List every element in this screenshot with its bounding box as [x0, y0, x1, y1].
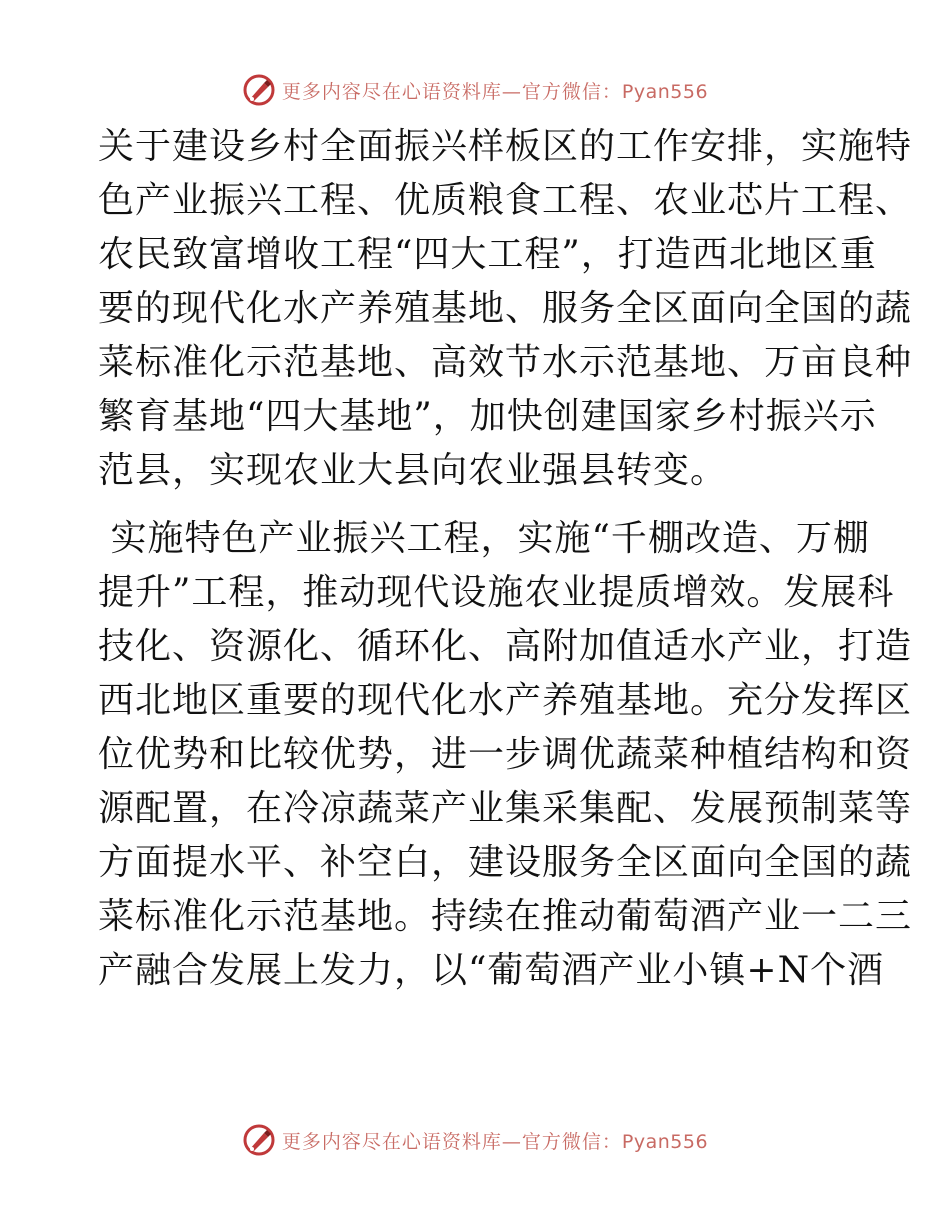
text-line: 产融合发展上发力，以“葡萄酒产业小镇+N个酒	[98, 950, 885, 991]
footer-watermark	[0, 1120, 950, 1160]
paragraph-2	[98, 512, 913, 998]
text-line: 菜标准化示范基地。持续在推动葡萄酒产业一二三	[98, 896, 913, 937]
pen-logo-icon	[242, 73, 276, 107]
text-line: 西北地区重要的现代化水产养殖基地。充分发挥区	[98, 680, 913, 721]
text-line: 实施特色产业振兴工程，实施“千棚改造、万棚	[98, 518, 870, 559]
watermark-text	[282, 1127, 708, 1154]
document-body	[98, 120, 913, 998]
text-line: 要的现代化水产养殖基地、服务全区面向全国的蔬	[98, 288, 913, 329]
text-line: 方面提水平、补空白，建设服务全区面向全国的蔬	[98, 842, 913, 883]
text-line: 色产业振兴工程、优质粮食工程、农业芯片工程、	[98, 180, 913, 221]
text-line: 繁育基地“四大基地”，加快创建国家乡村振兴示	[98, 396, 877, 437]
text-line: 菜标准化示范基地、高效节水示范基地、万亩良种	[98, 342, 913, 383]
watermark-wechat-id: Pyan556	[621, 80, 709, 103]
text-line: 关于建设乡村全面振兴样板区的工作安排，实施特	[98, 126, 913, 167]
text-line: 提升”工程，推动现代设施农业提质增效。发展科	[98, 572, 895, 613]
header-watermark	[0, 70, 950, 110]
watermark-label: 更多内容尽在心语资料库—官方微信：	[281, 80, 622, 103]
text-line: 技化、资源化、循环化、高附加值适水产业，打造	[98, 626, 913, 667]
pen-logo-icon	[242, 1123, 276, 1157]
text-line: 农民致富增收工程“四大工程”，打造西北地区重	[98, 234, 877, 275]
paragraph-1	[98, 120, 913, 498]
text-line: 位优势和比较优势，进一步调优蔬菜种植结构和资	[98, 734, 913, 775]
watermark-label: 更多内容尽在心语资料库—官方微信：	[281, 1130, 622, 1153]
watermark-wechat-id: Pyan556	[621, 1130, 709, 1153]
text-line: 源配置，在冷凉蔬菜产业集采集配、发展预制菜等	[98, 788, 913, 829]
watermark-text	[282, 77, 708, 104]
text-line: 范县，实现农业大县向农业强县转变。	[98, 450, 728, 491]
